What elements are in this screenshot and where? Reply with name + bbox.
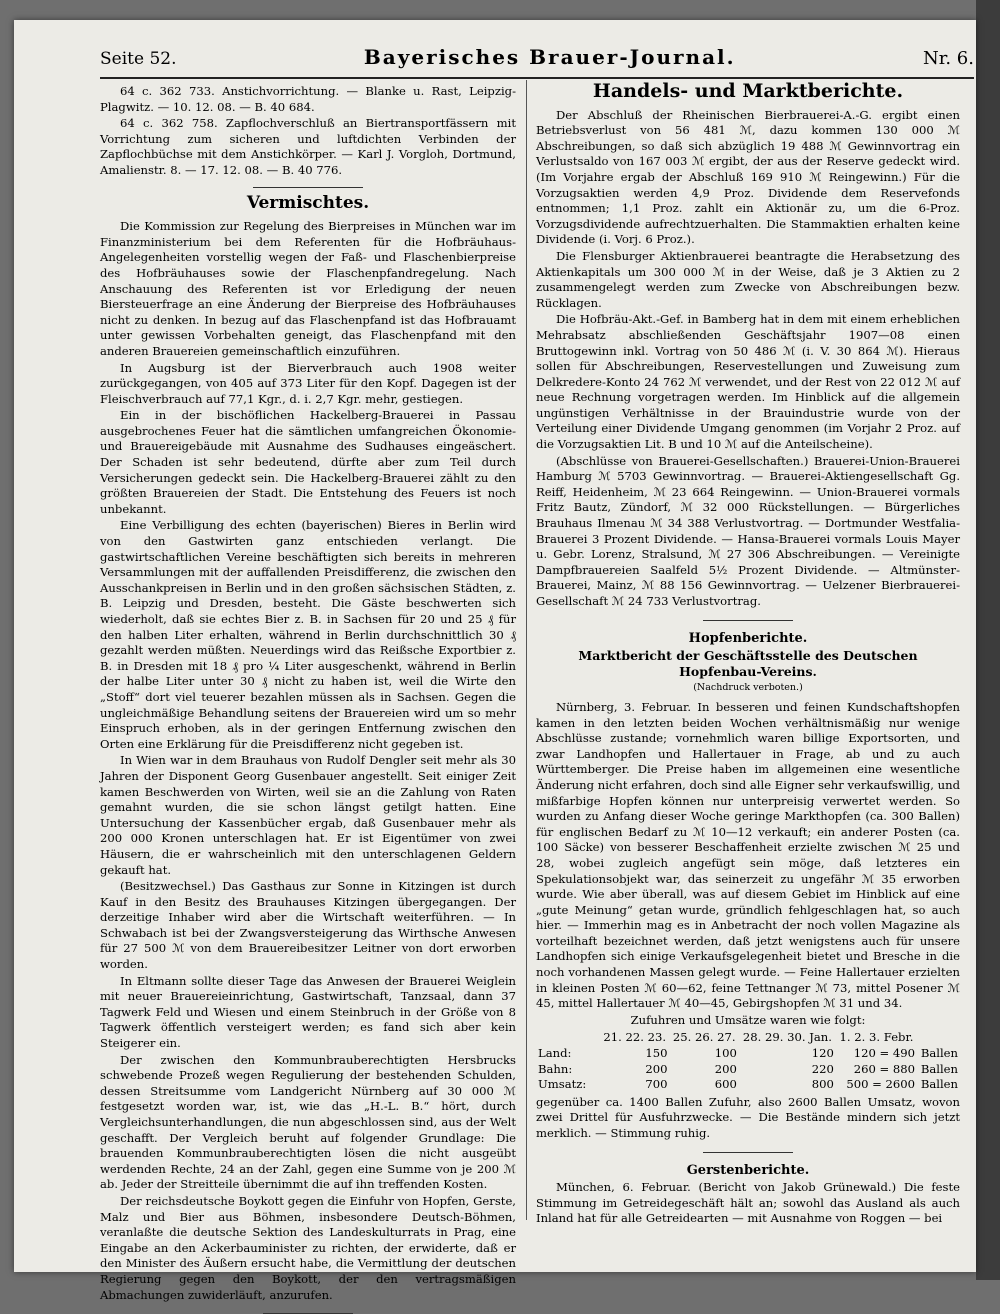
table-header: 25. 26. 27. [672, 1030, 736, 1045]
table-cell: Ballen [920, 1046, 958, 1061]
table-cell: 500 = 2600 [846, 1077, 916, 1092]
table-cell: Umsatz: [538, 1077, 587, 1092]
scan-edge [976, 0, 1000, 1280]
table-header-row [536, 1030, 960, 1046]
table-cell: 260 = 880 [853, 1061, 916, 1076]
table-cell: Bahn: [538, 1061, 573, 1076]
article-paragraph: In Augsburg ist der Bierverbrauch auch 1908 weiter zurückgegangen, von 405 auf 373 Liter für den Kopf. Dagegen ist der Fleischverbrauch auf 77,1 Kgr., d. i. 2,7 Kgr. mehr, gestiegen. [100, 360, 516, 406]
table-cell: 220 [811, 1061, 834, 1076]
table-cell: 200 [645, 1061, 668, 1076]
table-intro: Zufuhren und Umsätze waren wie folgt: [630, 1012, 866, 1027]
table-cell: Ballen [920, 1077, 958, 1092]
table-cell: 120 = 490 [853, 1046, 916, 1061]
article-paragraph: Ein in der bischöflichen Hackelberg-Brauerei in Passau ausgebrochenes Feuer hat die sämtlichen umfangreichen Ökonomie- und Brauereigebäude mit Ausnahme des Sudhauses eingeäschert. Der Schaden ist sehr bedeutend, dürfte aber zum Teil durch Versicherungen gedeckt sein. Die Hackelberg-Brauerei zählt zu den größten Brauereien der Stadt. Die Entstehung des Feuers ist noch unbekannt. [100, 408, 516, 516]
article-paragraph: Der reichsdeutsche Boykott gegen die Einfuhr von Hopfen, Gerste, Malz und Bier aus Böhmen, insbesondere Deutsch-Böhmen, veranlaßte die deutsche Sektion des Landeskulturrats in Prag, eine Eingabe an den Ackerbauminister zu richten, der erwiderte, daß er den Minister des Äußern ersucht habe, die Vermittlung der deutschen Regierung gegen den Boykott, der den vertragsmäßigen Abmachungen zuwiderläuft, anzurufen. [100, 1193, 516, 1302]
barley-paragraph: München, 6. Februar. (Bericht von Jakob Grünewald.) Die feste Stimmung im Getreidegeschäft hält an; sowohl das Ausland als auch Inland hat für alle Getreidearten — mit Ausnahme von Roggen — bei [536, 1180, 960, 1226]
section-heading-handel: Handels- und Marktberichte. [592, 80, 904, 102]
patent-entry: 64 c. 362 758. Zapflochverschluß an Biertransportfässern mit Vorrichtung zum sicheren und luftdichten Verbinden der Zapflochbüchse mit dem Anstichkörper. — Karl J. Vorgloh, Dortmund, Amalienstr. 8. — 17. 12. 08. — B. 40 776. [100, 116, 516, 177]
page-header [100, 45, 974, 75]
article-paragraph: Eine Verbilligung des echten (bayerischen) Bieres in Berlin wird von den Gastwirten ganz entschieden verlangt. Die gastwirtschaftlichen Vereine beschäftigten sich bereits in mehreren Versammlungen mit der auffallenden Preisdifferenz, die zwischen den Ausschankpreisen in Berlin und in den großen sächsischen Städten, z. B. Leipzig und Dresden, besteht. Die Gäste beschwerten sich wiederholt, daß sie echtes Bier z. B. in Sachsen für 20 und 25 ₰ für den halben Liter erhalten, während in Berlin durchschnittlich 30 ₰ gezahlt werden müßten. Neuerdings wird das Reißsche Exportbier z. B. in Dresden mit 18 ₰ pro ¼ Liter ausgeschenkt, während in Berlin der halbe Liter unter 30 ₰ nicht zu haben ist, weil die Wirte den „Stoff“ dort viel teuerer bezahlen müssen als in Sachsen. Gegen die ungleichmäßige Behandlung seitens der Brauereien wird um so mehr Einspruch erhoben, als in der geringen Entfernung zwischen den Orten eine Erklärung für die Preisdifferenz nicht gegeben ist. [100, 518, 516, 751]
article-paragraph: Die Kommission zur Regelung des Bierpreises in München war im Finanzministerium bei dem Referenten für die Hofbräuhaus-Angelegenheiten vorstellig wegen der Faß- und Flaschenbierpreise des Hofbräuhauses sowie der Flaschenpfandregelung. Nach Anschauung des Referenten ist vor Erledigung der neuen Biersteuerfrage an eine Änderung der Bierpreise des Hofbräuhauses nicht zu denken. In bezug auf das Flaschenpfand ist das Hofbrauamt unter gewissen Vorbehalten geneigt, das Flaschenpfand mit den anderen Brauereien gemeinschaftlich einzuführen. [100, 219, 516, 358]
section-heading-hopfen: Hopfenberichte. [688, 630, 808, 646]
section-divider [253, 187, 363, 188]
table-cell: Land: [538, 1046, 572, 1061]
table-cell: 600 [714, 1077, 737, 1092]
journal-title: Bayerisches Brauer-Journal. [363, 45, 736, 69]
reprint-note: (Nachdruck verboten.) [693, 682, 803, 694]
article-paragraph: Der zwischen den Kommunbrauberechtigten Hersbrucks schwebende Prozeß wegen Regulierung der bestehenden Schulden, dessen Streitsumme vom Landgericht Nürnberg auf 30 000 ℳ festgesetzt worden war, ist, wie das „H.-L. B.“ hört, durch Vergleichsunterhandlungen, die nun abgeschlossen sind, aus der Welt geschafft. Der Vergleich beruht auf folgender Grundlage: Die brauenden Kommunbrauberechtigten lösen die nicht ausgeübt werdenden Rechte, 24 an der Zahl, gegen eine Summe von je 200 ℳ ab. Jeder der Streitteile übernimmt die auf ihn treffenden Kosten. [100, 1052, 516, 1192]
table-cell: 800 [811, 1077, 834, 1092]
page-number: Seite 52. [100, 49, 177, 69]
table-cell: 100 [714, 1046, 737, 1061]
hops-paragraph: Nürnberg, 3. Februar. In besseren und feinen Kundschaftshopfen kamen in den letzten beiden Wochen verhältnismäßig nur wenige Abschlüsse zustande; vornehmlich waren billige Exportsorten, und zwar Landhopfen und Hallertauer in Frage, ab und zu auch Württemberger. Die Preise haben im allgemeinen eine wesentliche Änderung nicht erfahren, doch sind alle Eigner sehr verkaufswillig, und mißfarbige Hopfen können nur unterpreisig verwertet werden. So wurden zu Anfang dieser Woche geringe Markthopfen (ca. 300 Ballen) für englischen Bedarf zu ℳ 10—12 verkauft; ein anderer Posten (ca. 100 Säcke) von besserer Beschaffenheit erzielte zwischen ℳ 25 und 28, wobei zugleich angefügt sein möge, daß letzteres ein Spekulationsobjekt war, das seinerzeit zu ungefähr ℳ 35 erworben wurde. Wie aber überall, was auf diesem Gebiet im Hinblick auf eine „gute Meinung“ getan wurde, gründlich fehlgeschlagen hat, so auch hier. — Immerhin mag es in Anbetracht der noch vollen Magazine als vorteilhaft bezeichnet werden, daß jetzt wenigstens auch für unsere Landhopfen sich einige Verkaufsgelegenheit bietet und Bresche in die noch vorhandenen Massen gelegt wurde. — Feine Hallertauer erzielten in kleinen Posten ℳ 60—62, feine Tettnanger ℳ 73, mittel Posener ℳ 45, mittel Hallertauer ℳ 40—45, Gebirgshopfen ℳ 31 und 34. [536, 699, 960, 1011]
table-row [536, 1062, 960, 1078]
table-header: 21. 22. 23. [603, 1030, 667, 1045]
hops-table [536, 1030, 960, 1092]
table-cell: 150 [645, 1046, 668, 1061]
table-header: 28. 29. 30. Jan. [742, 1030, 832, 1045]
column-rule [526, 80, 527, 1220]
table-summary: gegenüber ca. 1400 Ballen Zufuhr, also 2600 Ballen Umsatz, wovon zwei Drittel für Ausfuhrzwecke. — Die Bestände mindern sich jetzt merklich. — Stimmung ruhig. [536, 1094, 960, 1140]
patent-list [100, 84, 516, 179]
hops-subheading: Marktbericht der Geschäftsstelle des Deutschen Hopfenbau-Vereins. [578, 648, 918, 679]
right-column [536, 80, 960, 1234]
report-paragraph: (Abschlüsse von Brauerei-Gesellschaften.) Brauerei-Union-Brauerei Hamburg ℳ 5703 Gewinnvortrag. — Brauerei-Aktiengesellschaft Gg. Reiff, Heidenheim, ℳ 23 664 Reingewinn. — Union-Brauerei vormals Fritz Bautz, Zündorf, ℳ 32 000 Rückstellungen. — Bürgerliches Brauhaus Ilmenau ℳ 34 388 Verlustvortrag. — Dortmunder Westfalia-Brauerei 3 Prozent Dividende. — Hansa-Brauerei vormals Louis Mayer u. Gebr. Lorenz, Stralsund, ℳ 27 306 Abschreibungen. — Vereinigte Dampfbrauereien Saalfeld 5½ Prozent Dividende. — Altmünster-Brauerei, Mainz, ℳ 88 156 Gewinnvortrag. — Uelzener Bierbrauerei-Gesellschaft ℳ 24 733 Verlustvortrag. [536, 453, 960, 608]
table-row [536, 1046, 960, 1062]
left-column [100, 84, 516, 1302]
section-heading-vermischtes: Vermischtes. [246, 192, 370, 213]
article-paragraph: (Besitzwechsel.) Das Gasthaus zur Sonne in Kitzingen ist durch Kauf in den Besitz des Brauhauses Kitzingen übergegangen. Der derzeitige Inhaber wird aber die Wirtschaft weiterführen. — In Schwabach ist bei der Zwangsversteigerung das Wirthsche Anwesen für 27 500 ℳ von dem Brauereibesitzer Leitner von dort erworben worden. [100, 879, 516, 972]
table-cell: 200 [714, 1061, 737, 1076]
report-paragraph: Die Hofbräu-Akt.-Gef. in Bamberg hat in dem mit einem erheblichen Mehrabsatz abschließenden Geschäftsjahr 1907—08 einen Bruttogewinn inkl. Vortrag von 50 486 ℳ (i. V. 30 864 ℳ). Hieraus sollen für Abschreibungen, Reservestellungen und Zuweisung zum Delkredere-Konto 24 762 ℳ verwendet, und der Rest von 22 012 ℳ auf neue Rechnung vorgetragen werden. Im Hinblick auf die allgemein ungünstigen Verhältnisse in der Brauindustrie wurde von der Verteilung einer Dividende Umgang genommen (im Vorjahr 2 Proz. auf die Vorzugsaktien Lit. B und 10 ℳ auf die Anteilscheine). [536, 312, 960, 452]
section-divider [703, 620, 793, 621]
section-heading-gerste: Gerstenberichte. [686, 1162, 810, 1178]
table-header [536, 1030, 600, 1046]
table-cell: Ballen [920, 1061, 958, 1076]
table-row [536, 1077, 960, 1093]
table-cell: 120 [811, 1046, 834, 1061]
header-rule [100, 77, 974, 79]
patent-entry: 64 c. 362 733. Anstichvorrichtung. — Blanke u. Rast, Leipzig-Plagwitz. — 10. 12. 08. — B. 40 684. [100, 84, 516, 114]
table-cell: 700 [645, 1077, 668, 1092]
table-header [917, 1030, 960, 1046]
article-paragraph: In Wien war in dem Brauhaus von Rudolf Dengler seit mehr als 30 Jahren der Disponent Georg Gusenbauer angestellt. Seit einiger Zeit kamen Beschwerden von Wirten, weil sie an die Zahlung von Raten gemahnt wurden, die sie schon längst getilgt hatten. Eine Untersuchung der Kassenbücher ergab, daß Gusenbauer mehr als 200 000 Kronen unterschlagen hat. Er ist Eigentümer von zwei Häusern, die er wahrscheinlich mit den unterschlagenen Geldern gekauft hat. [100, 753, 516, 877]
table-header: 1. 2. 3. Febr. [839, 1030, 914, 1045]
report-paragraph: Der Abschluß der Rheinischen Bierbrauerei-A.-G. ergibt einen Betriebsverlust von 56 481 ℳ, dazu kommen 130 000 ℳ Abschreibungen, so daß sich abzüglich 19 488 ℳ Gewinnvortrag ein Verlustsaldo von 167 003 ℳ ergibt, der aus der Reserve gedeckt wird. (Im Vorjahre ergab der Abschluß 169 910 ℳ Reingewinn.) Für die Vorzugsaktien werden 4,9 Proz. Dividende dem Reservefonds entnommen; 1,1 Proz. zahlt ein Aktionär zu, um die 6-Proz. Vorzugsdividende aufrechtzuerhalten. Die Stammaktien erhalten keine Dividende (i. Vorj. 6 Proz.). [536, 107, 960, 247]
issue-number: Nr. 6. [922, 48, 974, 69]
article-paragraph: In Eltmann sollte dieser Tage das Anwesen der Brauerei Weiglein mit neuer Brauereieinrichtung, Gastwirtschaft, Tanzsaal, dann 37 Tagwerk Feld und Wiesen und einem Steinbruch in der Größe von 8 Tagwerk öffentlich versteigert werden; es fand sich aber kein Steigerer ein. [100, 973, 516, 1051]
section-divider [703, 1152, 793, 1153]
report-paragraph: Die Flensburger Aktienbrauerei beantragte die Herabsetzung des Aktienkapitals um 300 000 ℳ in der Weise, daß je 3 Aktien zu 2 zusammengelegt werden zum Zwecke von Abschreibungen bezw. Rücklagen. [536, 248, 960, 310]
